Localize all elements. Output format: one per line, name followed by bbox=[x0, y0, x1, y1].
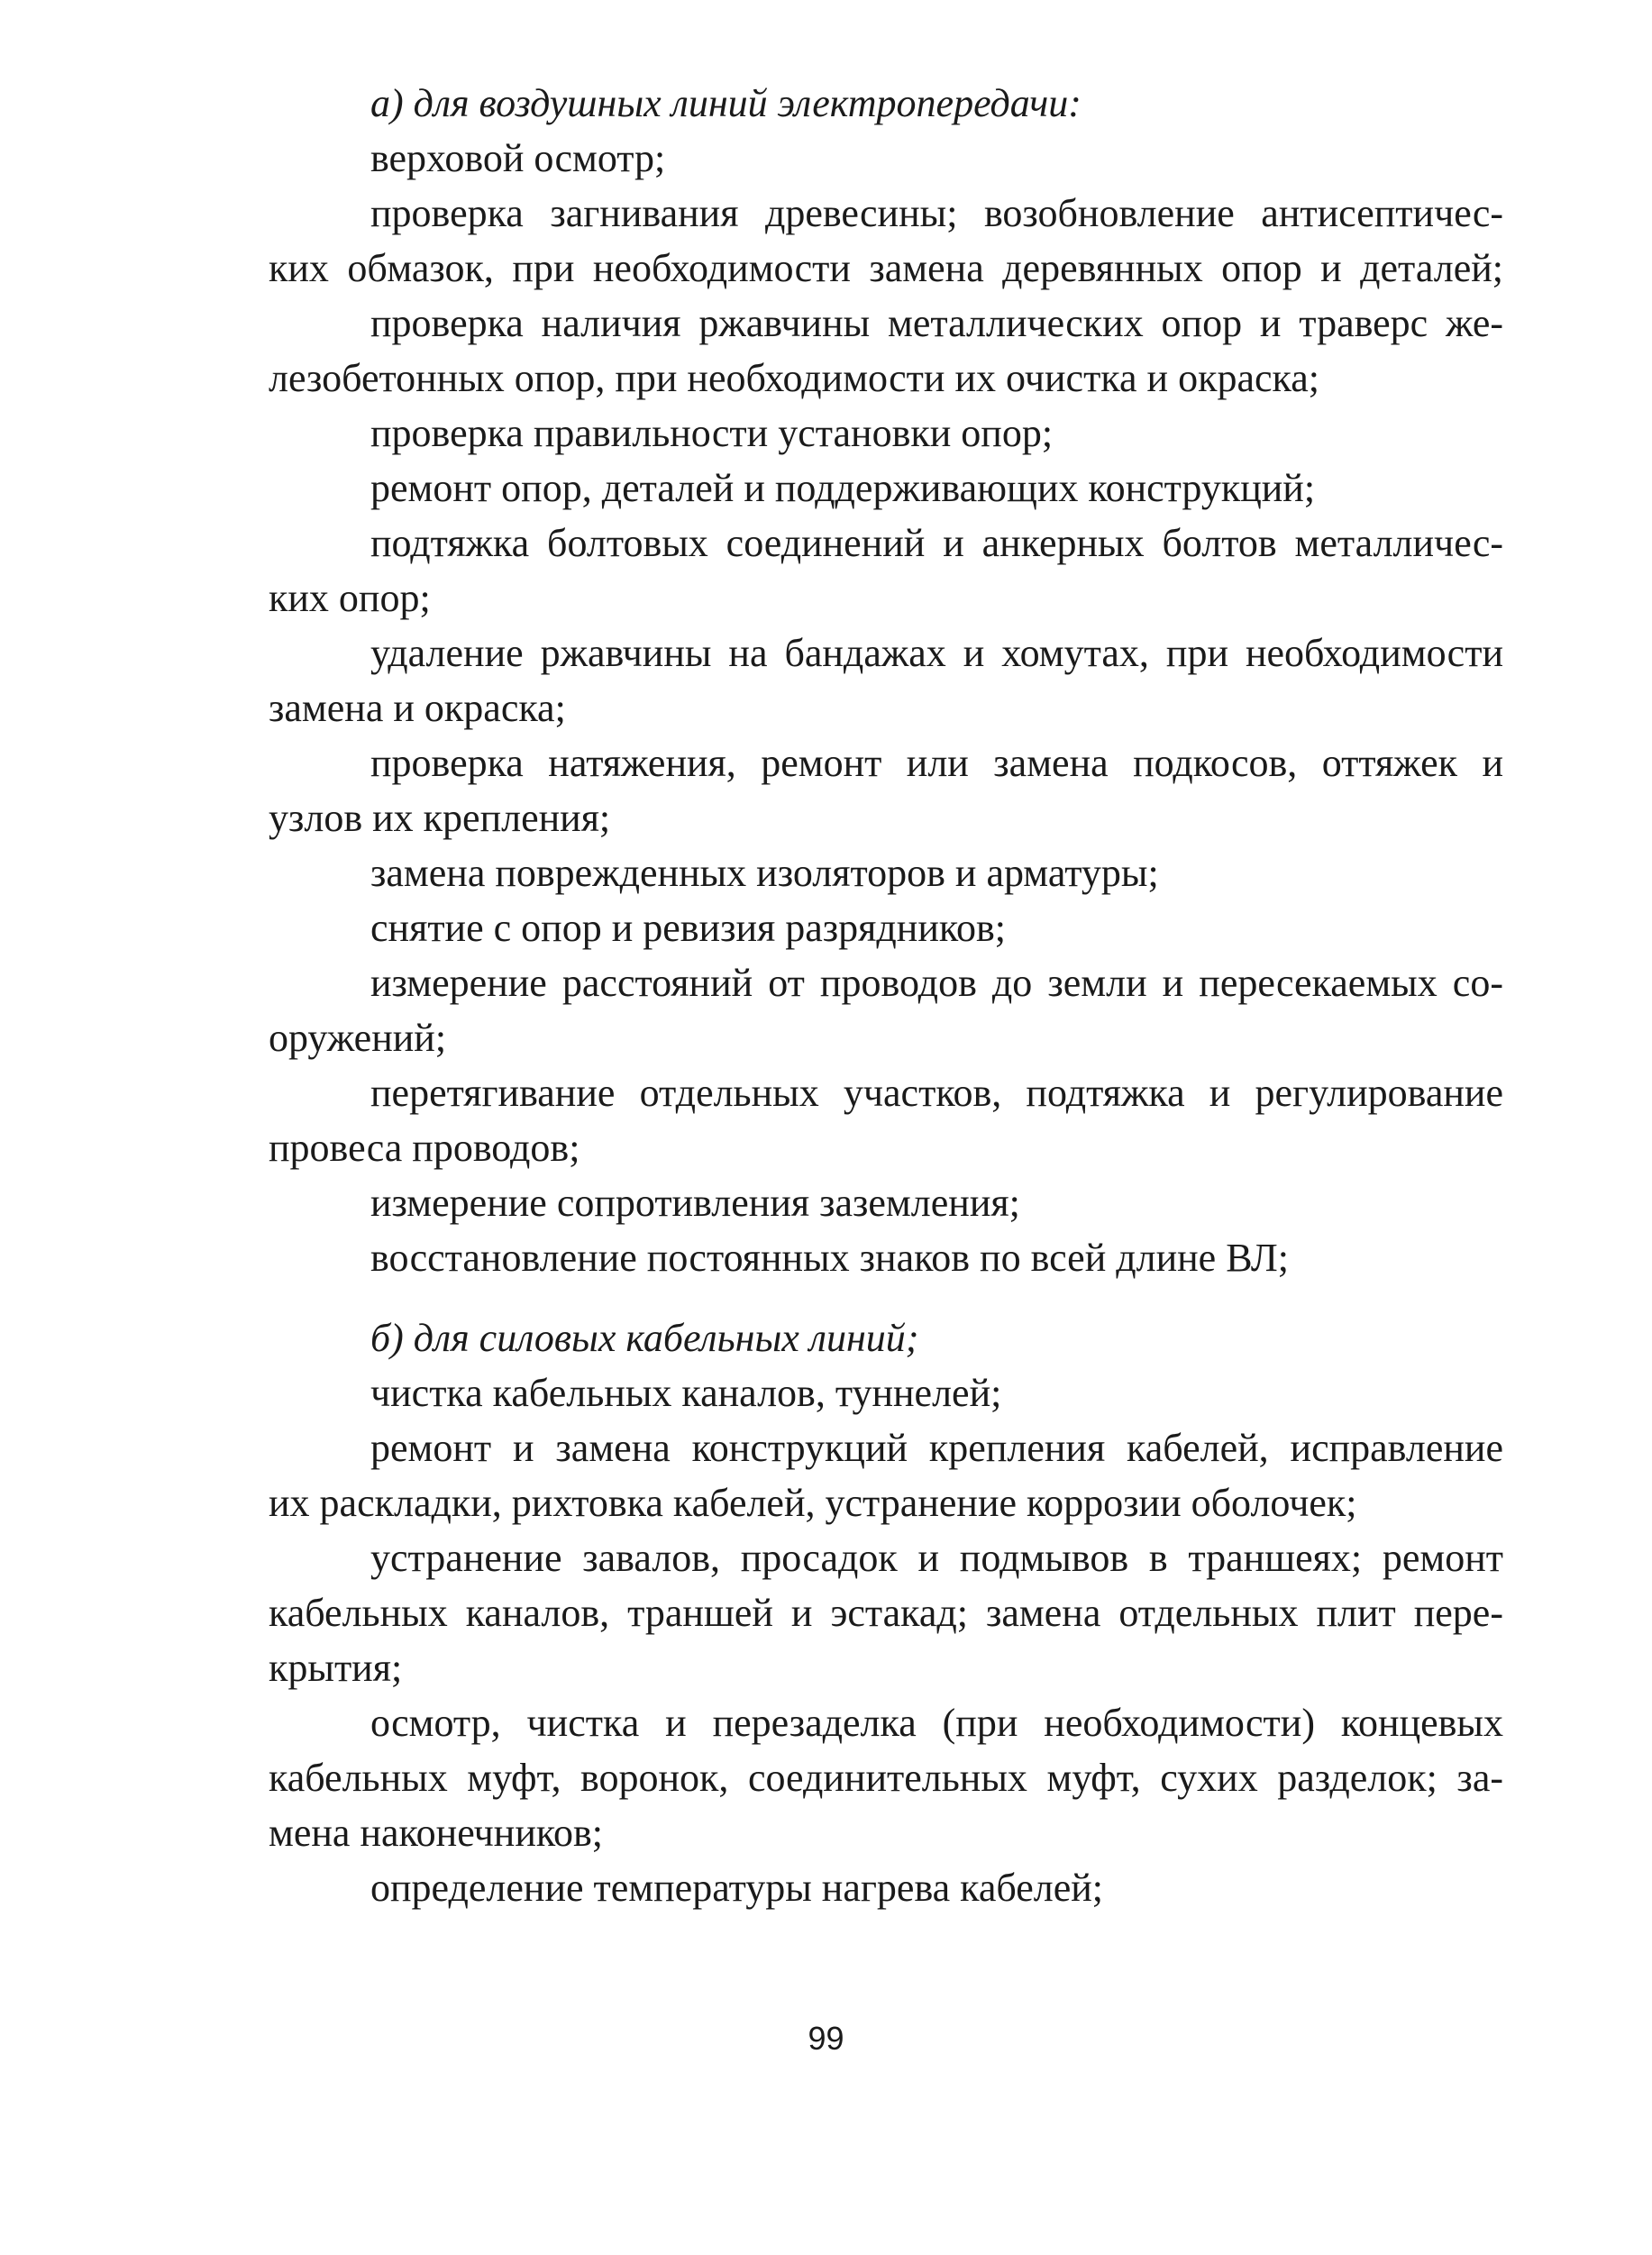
text-line: осмотр, чистка и перезаделка (при необходимости) концевых bbox=[370, 1701, 1503, 1745]
text-line: подтяжка болтовых соединений и анкерных болтов металличес- bbox=[370, 521, 1503, 565]
text-line: замена и окраска; bbox=[269, 686, 566, 730]
text-line: верховой осмотр; bbox=[370, 136, 666, 180]
text-line: измерение расстояний от проводов до земли и пересекаемых со- bbox=[370, 961, 1503, 1005]
text-line: удаление ржавчины на бандажах и хомутах, при необходимости bbox=[370, 631, 1503, 675]
text-line: ких опор; bbox=[269, 576, 431, 620]
text-line: проверка натяжения, ремонт или замена подкосов, оттяжек и bbox=[370, 741, 1503, 785]
text-line: измерение сопротивления заземления; bbox=[370, 1181, 1020, 1225]
text-line: определение температуры нагрева кабелей; bbox=[370, 1866, 1104, 1910]
page-number: 99 bbox=[808, 2020, 844, 2057]
text-line: ремонт и замена конструкций крепления кабелей, исправление bbox=[370, 1426, 1503, 1470]
text-line: чистка кабельных каналов, туннелей; bbox=[370, 1371, 1002, 1415]
text-line: крытия; bbox=[269, 1646, 403, 1690]
text-line: проверка наличия ржавчины металлических опор и траверс же- bbox=[370, 301, 1503, 345]
section-a-heading: а) для воздушных линий электропередачи: bbox=[370, 81, 1082, 125]
text-line: перетягивание отдельных участков, подтяжка и регулирование bbox=[370, 1071, 1503, 1115]
text-line: узлов их крепления; bbox=[269, 796, 611, 840]
text-line: проверка загнивания древесины; возобновление антисептичес- bbox=[370, 191, 1503, 235]
text-line: снятие с опор и ревизия разрядников; bbox=[370, 906, 1007, 950]
text-line: кабельных муфт, воронок, соединительных муфт, сухих разделок; за- bbox=[269, 1756, 1503, 1800]
section-gap bbox=[269, 1285, 1503, 1310]
text-line: проверка правильности установки опор; bbox=[370, 411, 1054, 455]
text-line: их раскладки, рихтовка кабелей, устранение коррозии оболочек; bbox=[269, 1481, 1357, 1525]
text-line: провеса проводов; bbox=[269, 1126, 580, 1170]
page-body bbox=[269, 76, 1503, 1915]
text-line: кабельных каналов, траншей и эстакад; замена отдельных плит пере- bbox=[269, 1591, 1503, 1635]
text-line: мена наконечников; bbox=[269, 1811, 604, 1855]
text-line: замена поврежденных изоляторов и арматуры; bbox=[370, 851, 1159, 895]
text-line: восстановление постоянных знаков по всей длине ВЛ; bbox=[370, 1236, 1289, 1280]
section-b-heading: б) для силовых кабельных линий; bbox=[370, 1316, 919, 1360]
text-line: ких обмазок, при необходимости замена деревянных опор и деталей; bbox=[269, 246, 1503, 290]
text-line: ремонт опор, деталей и поддерживающих конструкций; bbox=[370, 466, 1316, 510]
text-line: устранение завалов, просадок и подмывов в траншеях; ремонт bbox=[370, 1536, 1503, 1580]
text-line: лезобетонных опор, при необходимости их очистка и окраска; bbox=[269, 356, 1319, 400]
text-line: оружений; bbox=[269, 1016, 447, 1060]
